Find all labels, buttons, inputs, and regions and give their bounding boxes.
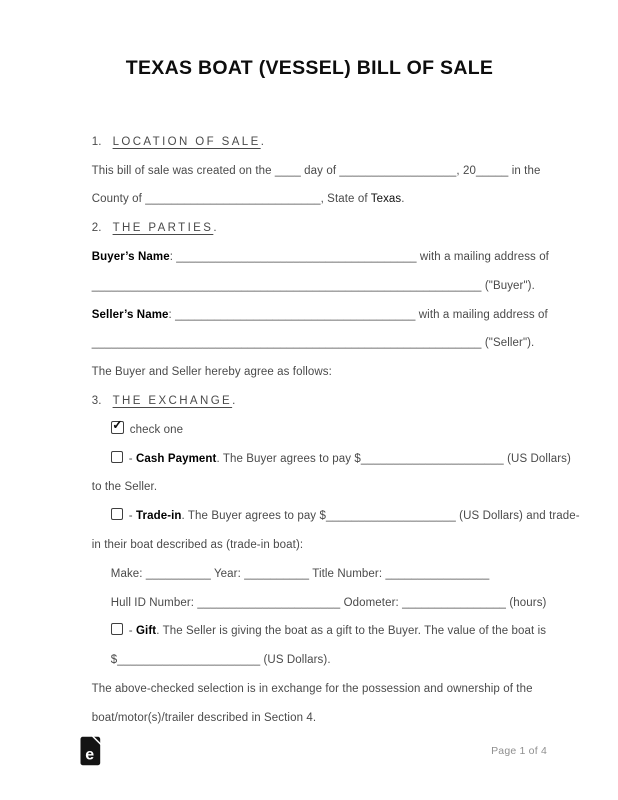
cash-payment-checkbox[interactable] (111, 451, 123, 463)
county-blank[interactable]: ___________________________ (145, 193, 321, 206)
year-blank[interactable]: _____ (475, 164, 509, 177)
section-number-parties: 2. (91, 222, 102, 235)
check-one-checkbox[interactable] (111, 418, 124, 434)
eforms-logo-icon (78, 736, 101, 766)
buyer-address-blank[interactable]: ____________________________________________________________ (91, 279, 482, 292)
seller-ref-text: ("Seller"). (481, 337, 535, 350)
text-run: $ (110, 654, 118, 667)
text-run: . The Buyer agrees to pay $ (216, 452, 361, 465)
section-number-exchange: 3. (91, 394, 102, 407)
buyer-name-label: Buyer’s Name (91, 250, 170, 263)
title-number-label: Title Number: (309, 567, 386, 580)
logo-letter: e (85, 746, 95, 764)
text-run: to the Seller. (91, 481, 158, 494)
text-run: The above-checked selection is in exchange for the possession and ownership of the (91, 682, 533, 695)
text-run: : (169, 250, 177, 263)
section-number-location: 1. (91, 135, 102, 148)
year-label: Year: (210, 567, 245, 580)
checkmark-icon: ✓ (112, 418, 123, 433)
text-run: - (128, 510, 137, 523)
section-title-exchange: THE EXCHANGE (112, 394, 233, 407)
day-blank[interactable]: ____ (274, 164, 301, 177)
odometer-blank[interactable]: ________________ (402, 596, 507, 609)
text-run: (US Dollars) and trade- (455, 510, 580, 523)
text-run: (US Dollars) (503, 452, 571, 465)
text-run: (US Dollars). (260, 654, 331, 667)
text-run: with a mailing address of (415, 308, 548, 321)
page-footer (72, 736, 547, 766)
section-title-parties: THE PARTIES (112, 222, 214, 235)
text-run: The Buyer and Seller hereby agree as follows: (91, 366, 332, 379)
page-number: Page 1 of 4 (491, 745, 547, 757)
year-field-blank[interactable]: __________ (244, 567, 310, 580)
make-blank[interactable]: __________ (145, 567, 211, 580)
check-one-label: check one (129, 423, 184, 436)
text-run: County of (91, 193, 146, 206)
trade-amount-blank[interactable]: ____________________ (325, 510, 456, 523)
odometer-label: Odometer: (340, 596, 403, 609)
make-label: Make: (110, 567, 146, 580)
section-title-location: LOCATION OF SALE (112, 135, 261, 148)
text-run: in the (508, 164, 541, 177)
text-run: : (168, 308, 176, 321)
section-suffix-parties: . (213, 222, 217, 235)
section-heading-location (72, 99, 547, 148)
text-run: . The Seller is giving the boat as a gift to the Buyer. The value of the boat is (156, 625, 547, 638)
seller-name-blank[interactable]: _____________________________________ (175, 308, 416, 321)
odometer-unit: (hours) (506, 596, 547, 609)
section-suffix-exchange: . (232, 394, 236, 407)
month-blank[interactable]: __________________ (339, 164, 457, 177)
seller-name-label: Seller’s Name (91, 308, 169, 321)
text-run: in their boat described as (trade-in boat): (91, 538, 304, 551)
text-run: day of (300, 164, 340, 177)
text-run: This bill of sale was created on the (91, 164, 275, 177)
gift-amount-blank[interactable]: ______________________ (117, 654, 261, 667)
trade-in-checkbox[interactable] (111, 508, 123, 520)
text-run: , 20 (456, 164, 476, 177)
cash-amount-blank[interactable]: ______________________ (360, 452, 504, 465)
buyer-ref-text: ("Buyer"). (481, 279, 535, 292)
title-number-blank[interactable]: ________________ (385, 567, 490, 580)
text-run: , State of (320, 193, 371, 206)
seller-address-blank[interactable]: ____________________________________________________________ (91, 337, 482, 350)
page-title: TEXAS BOAT (VESSEL) BILL OF SALE (125, 57, 494, 79)
state-value: Texas (370, 193, 402, 206)
section-suffix-location: . (260, 135, 264, 148)
hull-id-blank[interactable]: ______________________ (197, 596, 341, 609)
hull-id-label: Hull ID Number: (110, 596, 198, 609)
text-run: . (401, 193, 405, 206)
text-run: . The Buyer agrees to pay $ (181, 510, 326, 523)
trade-in-label: Trade-in (136, 510, 182, 523)
cash-payment-label: Cash Payment (136, 452, 217, 465)
buyer-name-blank[interactable]: _____________________________________ (176, 250, 417, 263)
gift-label: Gift (136, 625, 157, 638)
document-body (72, 99, 580, 724)
text-run: with a mailing address of (416, 250, 549, 263)
gift-checkbox[interactable] (111, 623, 123, 635)
text-run: - (128, 452, 137, 465)
text-run: - (128, 625, 137, 638)
text-run: boat/motor(s)/trailer described in Section 4. (91, 711, 317, 724)
